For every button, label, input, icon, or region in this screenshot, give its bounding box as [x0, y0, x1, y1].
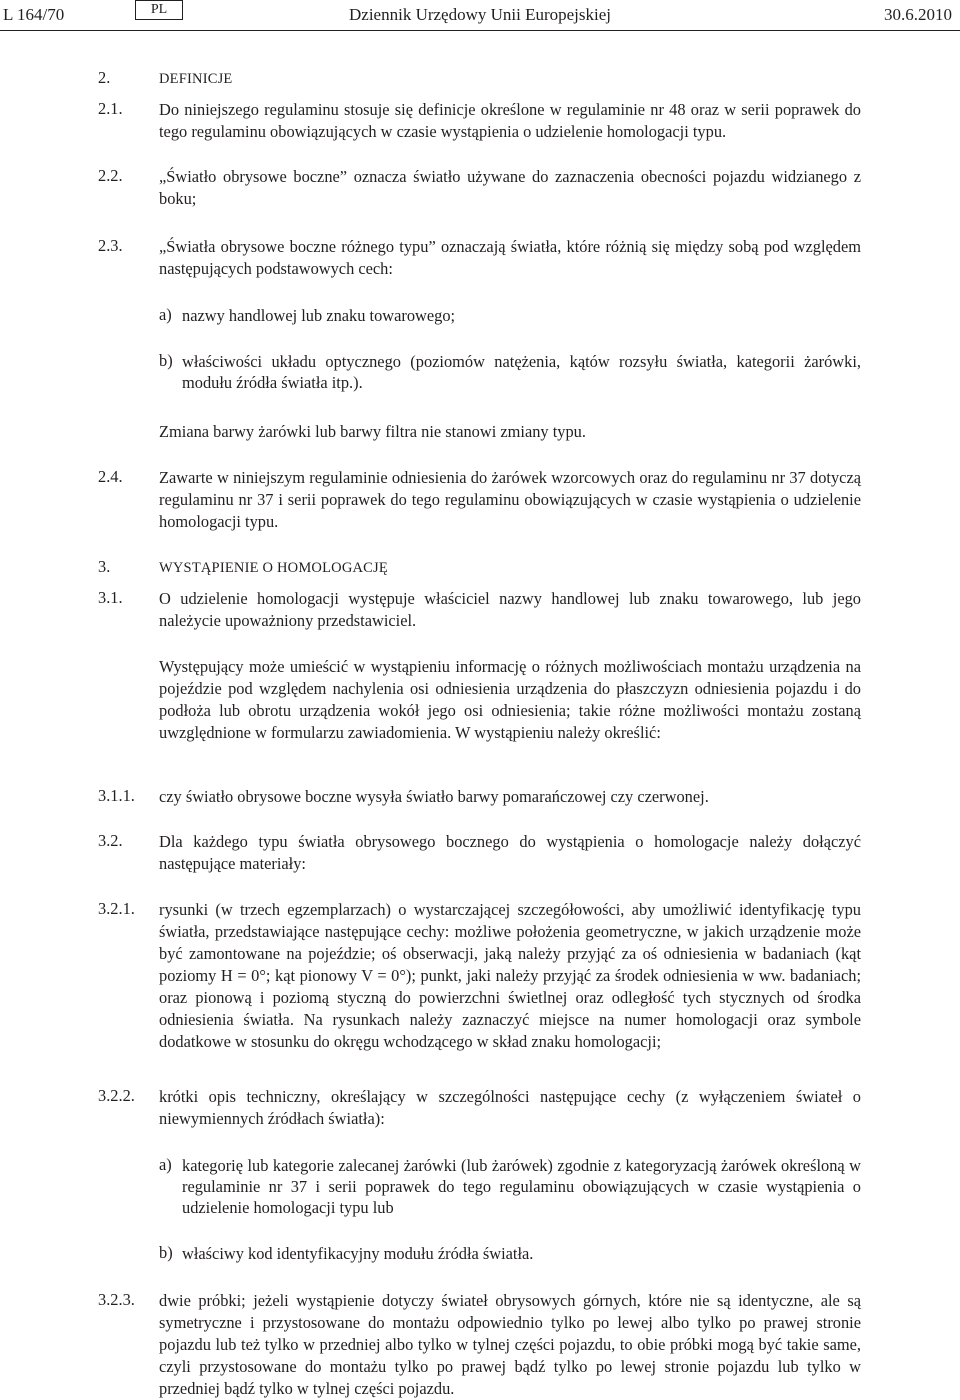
paragraph-text: „Światła obrysowe boczne różnego typu” oznaczają światła, które różnią się między sobą pod względem następujących podstawowych cech: — [159, 237, 861, 278]
list-text: właściwości układu optycznego (poziomów natężenia, kątów rozsyłu światła, kategorii żarówki, modułu źródła światła itp.). — [182, 352, 861, 392]
paragraph-number: 3.2.2. — [98, 1086, 135, 1105]
list-label: a) — [159, 305, 172, 324]
list-text: właściwy kod identyfikacyjny modułu źródła światła. — [182, 1244, 534, 1263]
paragraph-number: 3.1.1. — [98, 786, 135, 805]
paragraph-number: 2.2. — [98, 166, 123, 185]
paragraph-number: 3.2. — [98, 831, 123, 850]
paragraph-number: 3.2.1. — [98, 899, 135, 918]
section-title: WYSTĄPIENIE O HOMOLOGACJĘ — [159, 560, 388, 576]
paragraph-text: Zawarte w niniejszym regulaminie odniesienia do żarówek wzorcowych oraz do regulaminu nr 37 dotyczą regulaminu nr 37 i serii poprawek do tego regulaminu obowiązujących w czasie wystąpienia o udzielenie homologacji typu. — [159, 468, 861, 531]
paragraph-text: Występujący może umieścić w wystąpieniu informację o różnych możliwościach montażu urządzenia na pojeździe pod względem nachylenia osi odniesienia urządzenia do płaszczyzn odniesienia pojazdu i do podłoża lub obrotu urządzenia wokół jego osi odniesienia; takie różne możliwości montażu zostaną uwzględnione w formularzu zawiadomienia. W wystąpieniu należy określić: — [159, 657, 861, 742]
paragraph-text: „Światło obrysowe boczne” oznacza światło używane do zaznaczenia obecności pojazdu widzianego z boku; — [159, 167, 861, 208]
paragraph-text: O udzielenie homologacji występuje właściciel nazwy handlowej lub znaku towarowego, lub jego należycie upoważniony przedstawiciel. — [159, 589, 861, 630]
list-label: b) — [159, 351, 173, 370]
list-label: a) — [159, 1155, 172, 1174]
language-box: PL — [135, 0, 183, 20]
list-text: nazwy handlowej lub znaku towarowego; — [182, 306, 456, 325]
list-label: b) — [159, 1243, 173, 1262]
paragraph-text: rysunki (w trzech egzemplarzach) o wystarczającej szczegółowości, aby umożliwić identyfikację typu światła, przedstawiające następujące cechy: możliwe położenia geometryczne, w jakich urządzenie może być zamontowane na pojeździe; oś obserwacji, jaką należy przyjąć za oś odniesienia w badaniach (kąt poziomy H = 0°; kąt pionowy V = 0°); punkt, jaki należy przyjąć za środek odniesienia w ww. badaniach; oraz pionową i poziomą styczną do powierzchni świetlnej oraz odległość tych stycznych od środka odniesienia światła. Na rysunkach należy zaznaczyć miejsce na numer homologacji oraz symbole dodatkowe w stosunku do okręgu wchodzącego w skład znaku homologacji; — [159, 900, 861, 1051]
paragraph-text: Zmiana barwy żarówki lub barwy filtra nie stanowi zmiany typu. — [159, 422, 586, 441]
paragraph-text: dwie próbki; jeżeli wystąpienie dotyczy świateł obrysowych górnych, które nie są identyczne, ale są symetryczne i przystosowane do montażu odpowiednio tylko po lewej albo tylko po prawej stronie pojazdu lub też tylko w przedniej albo tylko w tylnej części pojazdu, to obie próbki mogą być takie same, czyli przystosowane do montażu tylko po prawej bądź tylko po lewej stronie pojazdu lub tylko w przedniej bądź tylko w tylnej części pojazdu. — [159, 1291, 861, 1398]
journal-title: Dziennik Urzędowy Unii Europejskiej — [349, 5, 612, 24]
paragraph-text: czy światło obrysowe boczne wysyła światło barwy pomarańczowej czy czerwonej. — [159, 787, 709, 806]
page-header — [0, 0, 960, 28]
paragraph-text: Do niniejszego regulaminu stosuje się definicje określone w regulaminie nr 48 oraz w serii poprawek do tego regulaminu obowiązujących w czasie wystąpienia o udzielenie homologacji typu. — [159, 100, 861, 141]
paragraph-number: 2.4. — [98, 467, 123, 486]
paragraph-number: 3.2.3. — [98, 1290, 135, 1309]
list-text: kategorię lub kategorie zalecanej żarówki (lub żarówek) zgodnie z kategoryzacją żarówek określoną w regulaminie nr 37 i serii poprawek do tego regulaminu obowiązujących w czasie wystąpienia o udzielenie homologacji typu lub — [182, 1156, 861, 1217]
section-title: DEFINICJE — [159, 71, 233, 87]
paragraph-text: Dla każdego typu światła obrysowego bocznego do wystąpienia o homologacje należy dołączyć następujące materiały: — [159, 832, 861, 873]
header-rule — [0, 30, 960, 31]
publication-date: 30.6.2010 — [884, 5, 952, 24]
page-reference: L 164/70 — [3, 5, 65, 24]
paragraph-text: krótki opis techniczny, określający w szczególności następujące cechy (z wyłączeniem świateł o niewymiennych źródłach światła): — [159, 1087, 861, 1128]
paragraph-number: 2.1. — [98, 99, 123, 118]
section-number: 3. — [98, 557, 111, 576]
paragraph-number: 3.1. — [98, 588, 123, 607]
section-number: 2. — [98, 68, 111, 87]
paragraph-number: 2.3. — [98, 236, 123, 255]
